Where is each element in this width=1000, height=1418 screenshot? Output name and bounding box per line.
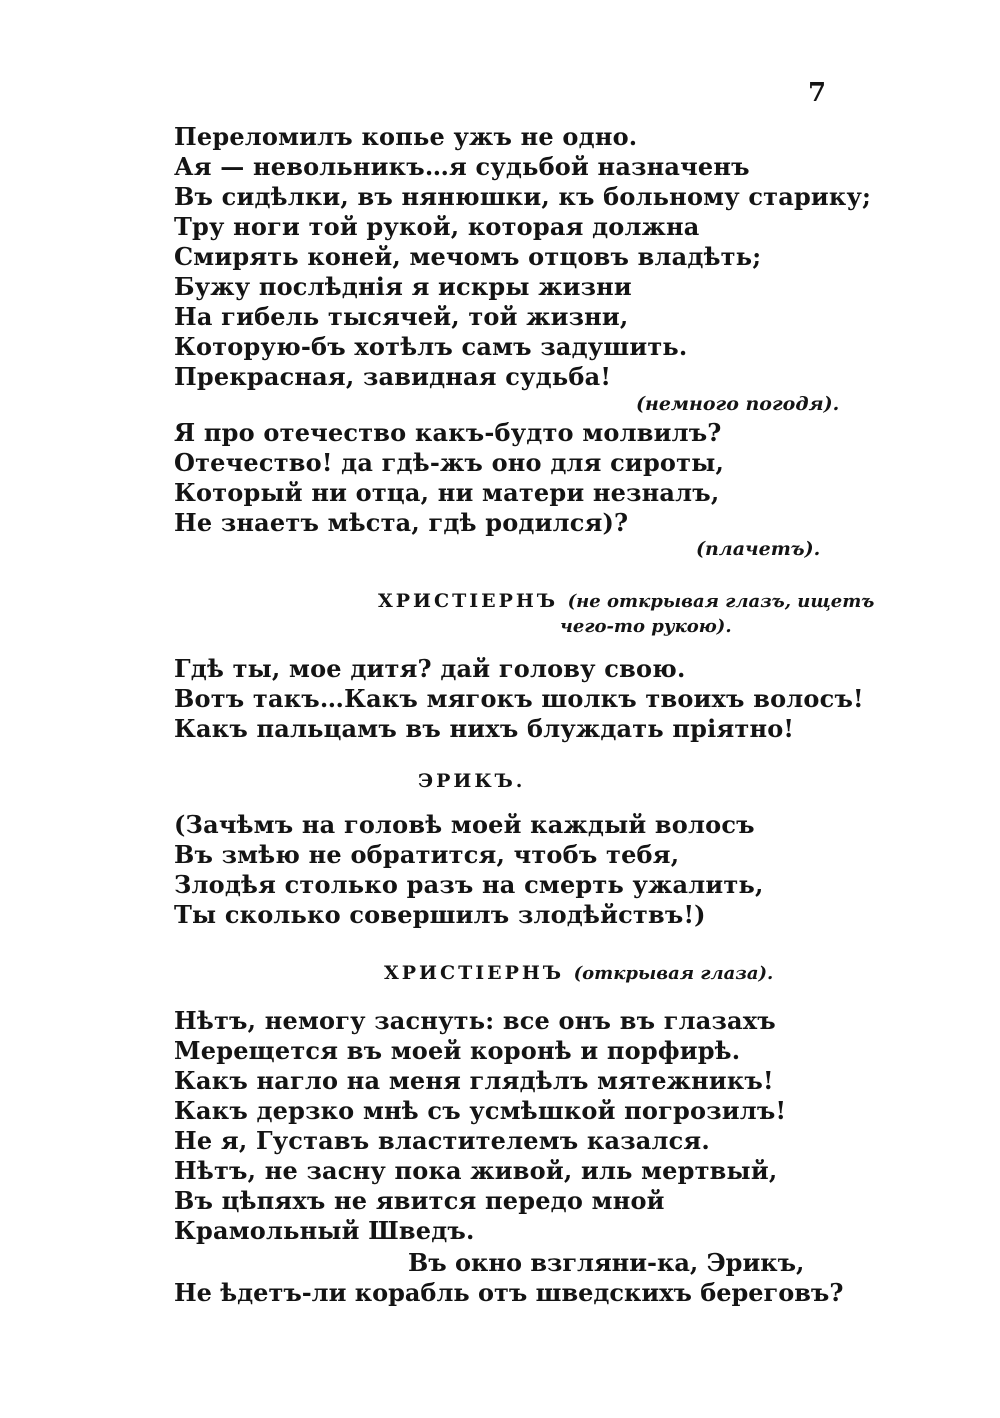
verse-line: Не знаетъ мѣста, гдѣ родился)? bbox=[174, 508, 629, 537]
verse-block-4 bbox=[174, 810, 764, 930]
verse-line: Смирять коней, мечомъ отцовъ владѣть; bbox=[174, 242, 762, 271]
verse-line: Нѣтъ, немогу заснуть: все онъ въ глазахъ bbox=[174, 1006, 776, 1035]
verse-block-3 bbox=[174, 654, 864, 744]
speaker-direction-continued: чего-то рукою). bbox=[560, 616, 732, 637]
speaker-heading bbox=[378, 590, 874, 612]
verse-line: Какъ дерзко мнѣ съ усмѣшкой погрозилъ! bbox=[174, 1096, 787, 1125]
stage-direction: (немного погодя). bbox=[636, 393, 840, 415]
verse-line: Бужу послѣднія я искры жизни bbox=[174, 272, 632, 301]
verse-line: Ая — невольникъ…я судьбой назначенъ bbox=[174, 152, 750, 181]
speaker-name: ЭРИКЪ. bbox=[418, 770, 526, 792]
verse-line: Ты сколько совершилъ злодѣйствъ!) bbox=[174, 900, 706, 929]
speaker-name: ХРИСТІЕРНЪ bbox=[384, 962, 565, 984]
verse-line: Тру ноги той рукой, которая должна bbox=[174, 212, 700, 241]
speaker-direction: (не открывая глазъ, ищетъ bbox=[567, 591, 875, 612]
verse-line: Какъ нагло на меня глядѣлъ мятежникъ! bbox=[174, 1066, 774, 1095]
verse-line: Не я, Густавъ властителемъ казался. bbox=[174, 1126, 710, 1155]
stage-direction: (плачетъ). bbox=[696, 538, 821, 560]
speaker-heading bbox=[418, 770, 525, 792]
speaker-name: ХРИСТІЕРНЪ bbox=[378, 590, 559, 612]
verse-line: Которую-бъ хотѣлъ самъ задушить. bbox=[174, 332, 688, 361]
verse-block-2 bbox=[174, 418, 724, 538]
verse-line: Переломилъ копье ужъ не одно. bbox=[174, 122, 638, 151]
verse-line: Гдѣ ты, мое дитя? дай голову свою. bbox=[174, 654, 686, 683]
verse-line: (Зачѣмъ на головѣ моей каждый волосъ bbox=[174, 810, 755, 839]
verse-line: Вотъ такъ…Какъ мягокъ шолкъ твоихъ волосъ! bbox=[174, 684, 864, 713]
verse-line: Не ѣдетъ-ли корабль отъ шведскихъ береговъ? bbox=[174, 1278, 844, 1307]
verse-line: На гибель тысячей, той жизни, bbox=[174, 302, 629, 331]
verse-line: Прекрасная, завидная судьба! bbox=[174, 362, 612, 391]
verse-line: Въ цѣпяхъ не явится передо мной bbox=[174, 1186, 665, 1215]
verse-line-indented: Въ окно взгляни-ка, Эрикъ, bbox=[408, 1248, 805, 1277]
page-number: 7 bbox=[808, 78, 827, 108]
verse-line: Какъ пальцамъ въ нихъ блуждать пріятно! bbox=[174, 714, 795, 743]
verse-line: Крамольный Шведъ. bbox=[174, 1216, 475, 1245]
verse-line: Въ сидѣлки, въ нянюшки, къ больному старику; bbox=[174, 182, 872, 211]
verse-line: Мерещется въ моей коронѣ и порфирѣ. bbox=[174, 1036, 741, 1065]
verse-line: Я про отечество какъ-будто молвилъ? bbox=[174, 418, 722, 447]
verse-line: Злодѣя столько разъ на смерть ужалить, bbox=[174, 870, 764, 899]
verse-line: Нѣтъ, не засну пока живой, иль мертвый, bbox=[174, 1156, 778, 1185]
verse-line: Отечество! да гдѣ-жъ оно для сироты, bbox=[174, 448, 725, 477]
speaker-heading bbox=[384, 962, 773, 984]
verse-block-1 bbox=[174, 122, 871, 392]
verse-line: Въ змѣю не обратится, чтобъ тебя, bbox=[174, 840, 680, 869]
verse-line: Который ни отца, ни матери незналъ, bbox=[174, 478, 720, 507]
speaker-direction: (открывая глаза). bbox=[573, 963, 774, 984]
verse-block-5 bbox=[174, 1006, 786, 1246]
